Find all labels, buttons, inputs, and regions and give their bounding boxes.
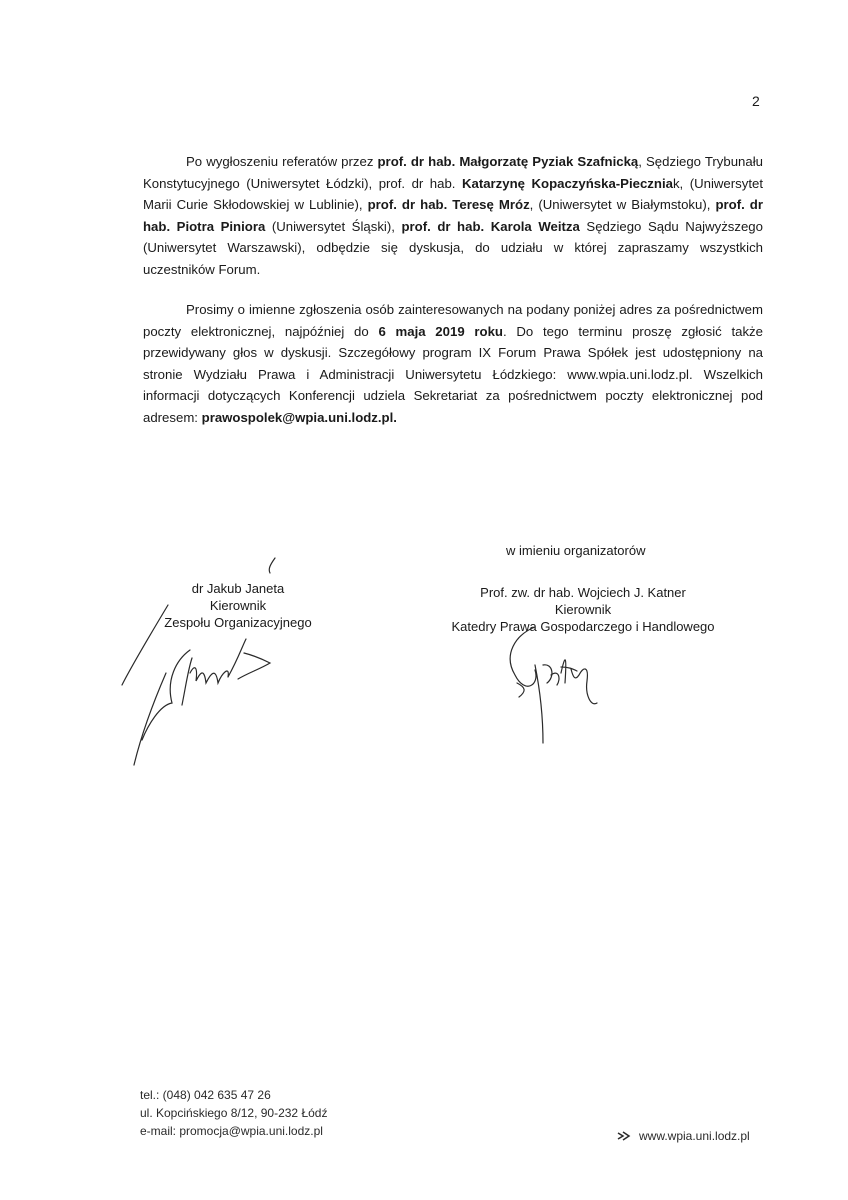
deadline: 6 maja 2019 roku [378, 323, 503, 339]
contact-email: prawospolek@wpia.uni.lodz.pl. [201, 409, 397, 425]
speaker-name: prof. dr hab. Karola Weitza [401, 218, 580, 234]
signature-left [143, 580, 333, 631]
signatory-unit: Zespołu Organizacyjnego [164, 615, 312, 630]
text: , Sędziego Trybunału Konstytucyjnego (Uniwersytet Łódzki), prof. dr hab. [143, 154, 763, 191]
footer-email: e-mail: promocja@wpia.uni.lodz.pl [140, 1124, 323, 1138]
footer-address: ul. Kopcińskiego 8/12, 90-232 Łódź [140, 1106, 328, 1120]
signature-intro: w imieniu organizatorów [506, 543, 646, 558]
speaker-name: prof. dr hab. Teresę Mróz [367, 197, 530, 212]
footer-website [617, 1129, 750, 1143]
arrow-icon [617, 1130, 631, 1142]
footer-contact [140, 1086, 327, 1140]
signatory-name: Prof. zw. dr hab. Wojciech J. Katner [480, 585, 686, 600]
signatory-unit: Katedry Prawa Gospodarczego i Handlowego [451, 619, 715, 634]
paragraph-registration [143, 299, 763, 428]
paragraph-speakers [143, 151, 763, 280]
speaker-name: prof. dr hab. Piotra Piniora [143, 197, 763, 234]
footer-tel: tel.: (048) 042 635 47 26 [140, 1088, 271, 1102]
speaker-name: prof. dr hab. Małgorzatę Pyziak Szafnicką [377, 154, 639, 169]
signatory-role: Kierownik [209, 598, 267, 613]
text: , (Uniwersytet w Białymstoku), [529, 197, 716, 212]
page-number: 2 [752, 93, 760, 109]
text: Sędziego Sądu Najwyższego (Uniwersytet Warszawski), odbędzie się dyskusja, do udziału w której zapraszamy wszystkich uczestników Forum. [143, 218, 763, 277]
signatory-name: dr Jakub Janeta [191, 581, 285, 596]
speaker-name: Katarzynę Kopaczyńska-Piecznia [461, 175, 673, 191]
text: Po wygłoszeniu referatów przez [186, 154, 378, 169]
signatory-role: Kierownik [554, 602, 612, 617]
text: Prosimy o imienne zgłoszenia osób zainteresowanych na podany poniżej adres za pośrednictwem poczty elektronicznej, najpóźniej do [143, 302, 763, 339]
text: k, (Uniwersytet Marii Curie Skłodowskiej w Lublinie), [143, 175, 763, 212]
website-link[interactable]: www.wpia.uni.lodz.pl [639, 1129, 750, 1143]
signature-scribble-right [505, 625, 615, 745]
text: . Do tego terminu proszę zgłosić także przewidywany głos w dyskusji. Szczegółowy program IX Forum Prawa Spółek jest udostępniony na stronie Wydziału Prawa i Administracji Uniwersytetu Łódzkiego: www.wpia.uni.lodz.pl. Wszelkich informacji dotyczących Konferencji udziela Sekretariat za pośrednictwem poczty elektronicznej pod adresem: [143, 323, 763, 425]
text: (Uniwersytet Śląski), [265, 218, 402, 234]
